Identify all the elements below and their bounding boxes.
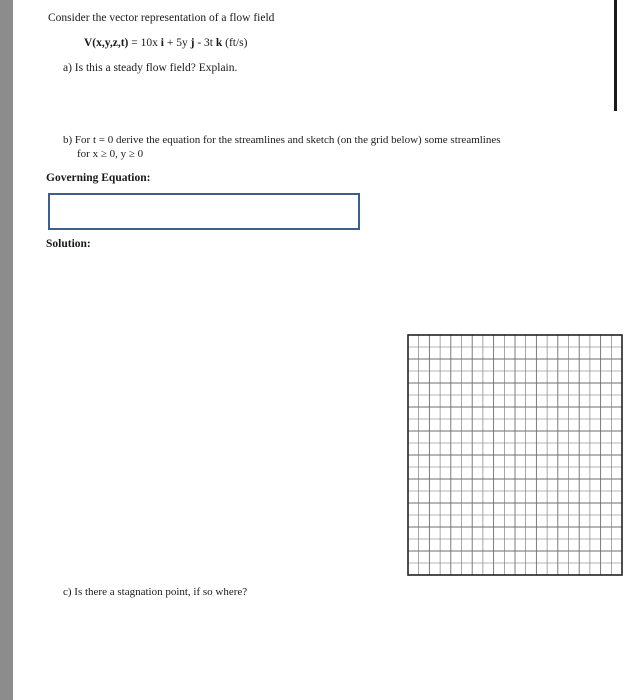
question-b-line1: b) For t = 0 derive the equation for the streamlines and sketch (on the grid below) some streamlines (63, 134, 501, 146)
intro-text: Consider the vector representation of a flow field (48, 12, 275, 24)
question-a: a) Is this a steady flow field? Explain. (63, 62, 238, 74)
eq-units: (ft/s) (222, 37, 248, 49)
sketch-grid[interactable] (407, 334, 623, 581)
unit-vector-i: i (160, 37, 164, 49)
page-margin-bar (0, 0, 13, 700)
flow-equation (84, 37, 247, 49)
governing-equation-label: Governing Equation: (46, 172, 151, 184)
question-b-line2: for x ≥ 0, y ≥ 0 (77, 148, 144, 160)
governing-equation-answer-box[interactable] (48, 193, 360, 230)
equation-lhs: V(x,y,z,t) (84, 37, 129, 49)
unit-vector-k: k (215, 37, 223, 49)
scroll-indicator (614, 0, 617, 111)
eq-part-1: = 10x (131, 37, 161, 49)
question-c: c) Is there a stagnation point, if so where? (63, 586, 248, 598)
solution-label: Solution: (46, 238, 91, 250)
eq-part-3: + 5y (163, 37, 191, 49)
unit-vector-j: j (190, 37, 195, 49)
eq-part-5: - 3t (194, 37, 216, 49)
grid-svg (407, 334, 623, 576)
